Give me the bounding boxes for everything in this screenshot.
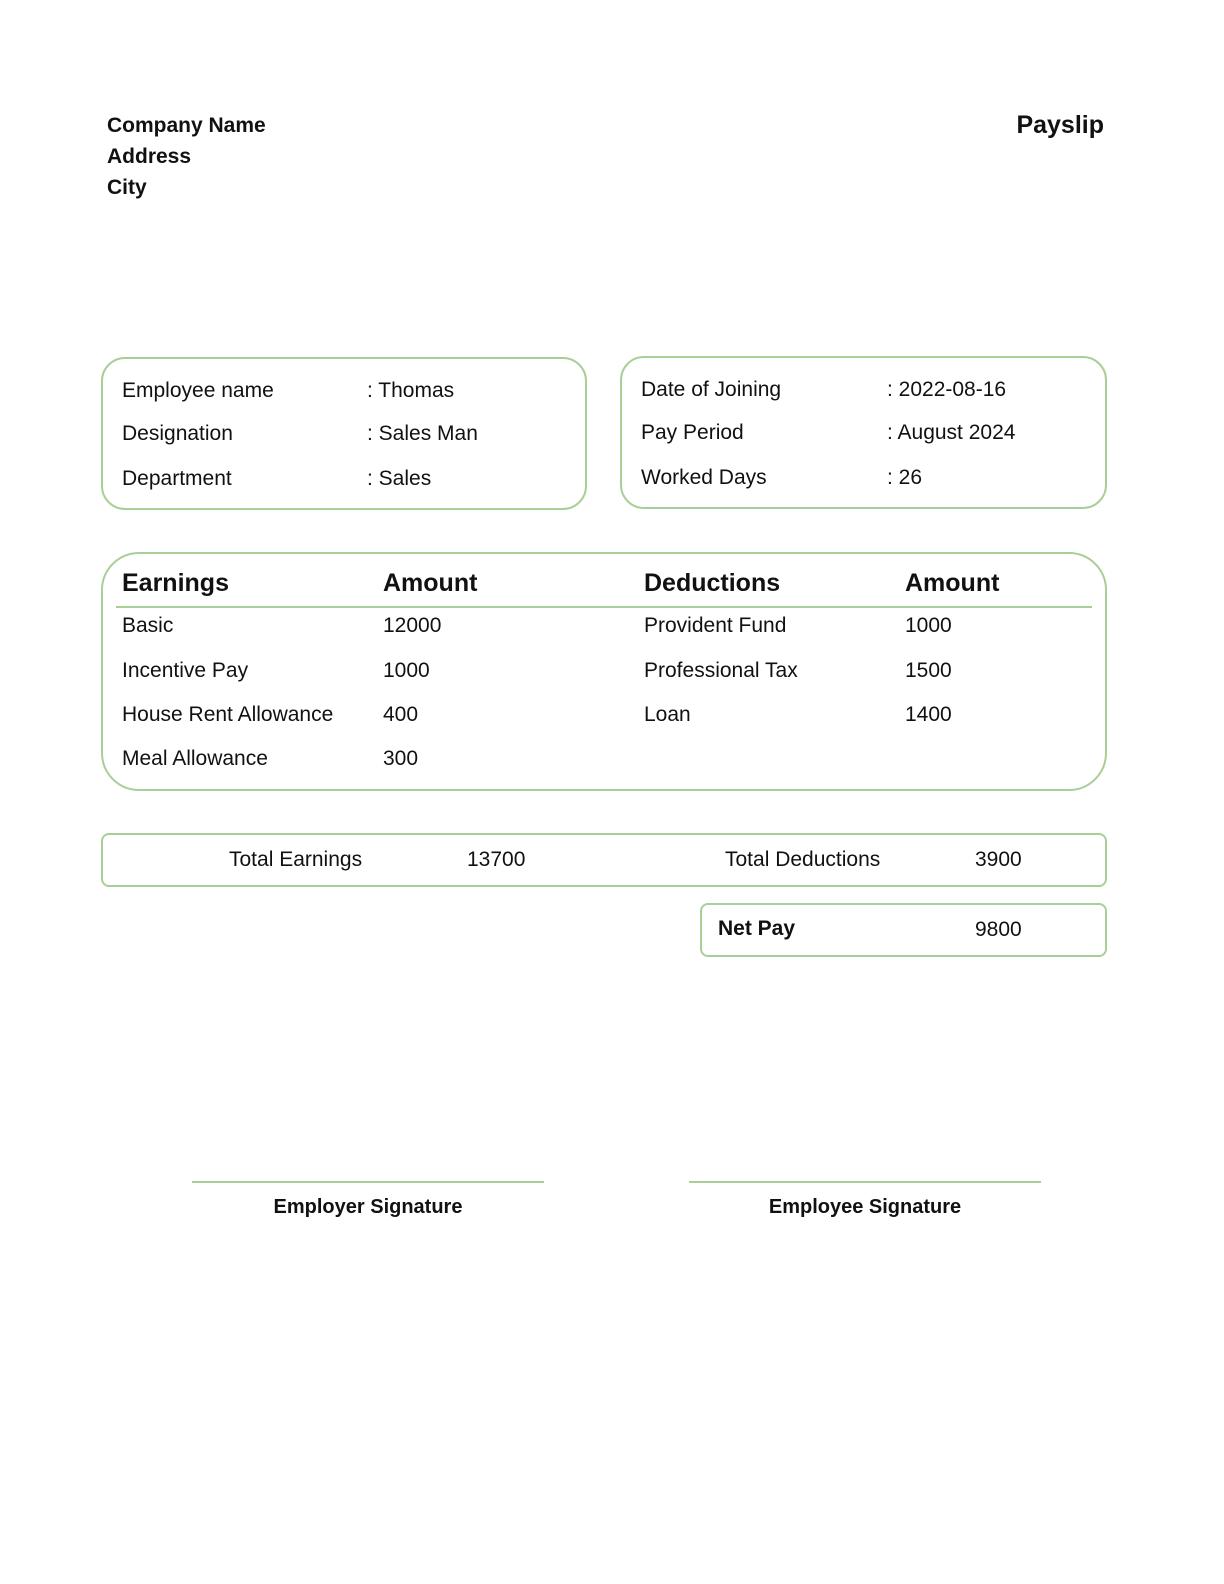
company-block — [107, 110, 266, 203]
net-pay-box — [700, 903, 1107, 957]
pay-period-label: Pay Period — [641, 421, 744, 444]
deductions-amount-header: Amount — [905, 569, 1000, 597]
earnings-amount-header: Amount — [383, 569, 478, 597]
deduction-label: Loan — [644, 703, 691, 726]
employer-signature-line — [192, 1181, 544, 1183]
worked-days-label: Worked Days — [641, 466, 767, 489]
employer-signature-label: Employer Signature — [273, 1196, 463, 1218]
pay-period-value: : August 2024 — [887, 421, 1016, 444]
department-value: : Sales — [367, 467, 432, 490]
earnings-deductions-table — [101, 552, 1107, 791]
employee-signature-line — [689, 1181, 1041, 1183]
earning-label: House Rent Allowance — [122, 703, 334, 726]
deduction-amount: 1500 — [905, 659, 952, 682]
joining-date-value: : 2022-08-16 — [887, 378, 1007, 401]
pay-info-box — [620, 356, 1107, 509]
page-title: Payslip — [1016, 111, 1104, 139]
earning-label: Basic — [122, 614, 174, 637]
net-pay-value: 9800 — [975, 918, 1022, 941]
earning-amount: 300 — [383, 747, 419, 770]
employee-info-box — [101, 357, 587, 510]
designation-label: Designation — [122, 422, 233, 445]
deduction-label: Provident Fund — [644, 614, 787, 637]
earning-label: Incentive Pay — [122, 659, 249, 682]
earning-label: Meal Allowance — [122, 747, 268, 770]
earning-amount: 400 — [383, 703, 419, 726]
table-header-divider — [116, 606, 1092, 608]
deductions-header: Deductions — [644, 569, 781, 597]
deduction-label: Professional Tax — [644, 659, 798, 682]
employee-name-value: : Thomas — [367, 379, 455, 402]
total-earnings-value: 13700 — [467, 848, 526, 871]
joining-date-label: Date of Joining — [641, 378, 782, 401]
department-label: Department — [122, 467, 232, 490]
earnings-header: Earnings — [122, 569, 229, 597]
company-address: Address — [107, 145, 192, 168]
worked-days-value: : 26 — [887, 466, 923, 489]
company-city: City — [107, 176, 147, 199]
deduction-amount: 1400 — [905, 703, 952, 726]
designation-value: : Sales Man — [367, 422, 478, 445]
earning-amount: 1000 — [383, 659, 430, 682]
employee-signature-label: Employee Signature — [768, 1196, 962, 1218]
net-pay-label: Net Pay — [718, 917, 796, 940]
total-deductions-value: 3900 — [975, 848, 1022, 871]
earning-amount: 12000 — [383, 614, 442, 637]
employee-name-label: Employee name — [122, 379, 274, 402]
company-name: Company Name — [107, 114, 266, 137]
deduction-amount: 1000 — [905, 614, 952, 637]
totals-box — [101, 833, 1107, 887]
total-earnings-label: Total Earnings — [229, 848, 363, 871]
total-deductions-label: Total Deductions — [725, 848, 881, 871]
